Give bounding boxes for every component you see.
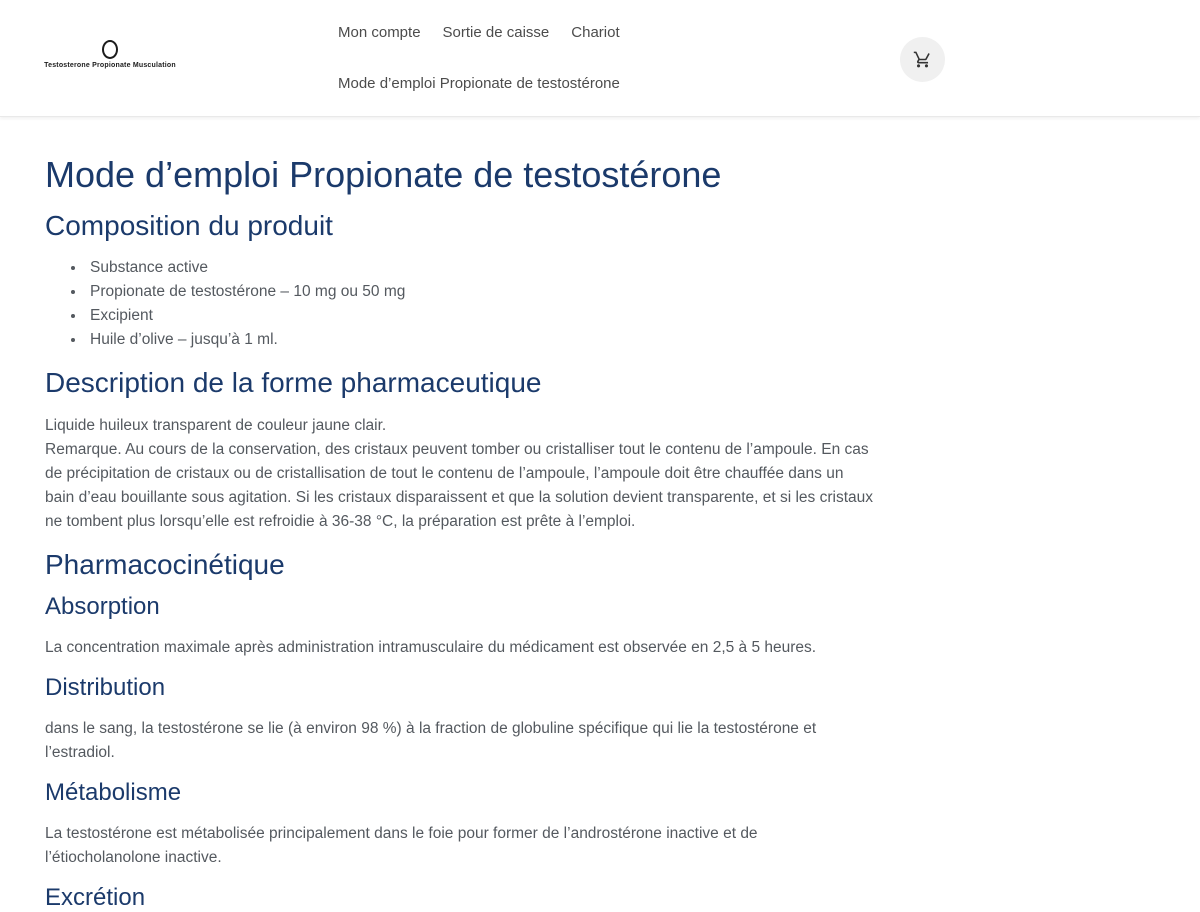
- nav-item-mon-compte[interactable]: Mon compte: [338, 24, 421, 41]
- metabolism-heading: Métabolisme: [45, 779, 182, 807]
- absorption-paragraph: La concentration maximale après administration intramusculaire du médicament est observée en 2,5 à 5 heures.: [45, 639, 817, 657]
- article-content: [0, 117, 877, 912]
- shopping-cart-icon: [913, 50, 932, 69]
- list-item: • Excipient: [86, 304, 877, 328]
- metabolism-paragraph: La testostérone est métabolisée principalement dans le foie pour former de l’androstérone inactive et de l’étiocholanolone inactive.: [45, 825, 758, 867]
- absorption-heading: Absorption: [45, 593, 160, 621]
- nav-item-mode-demploi[interactable]: Mode d’emploi Propionate de testostérone: [338, 75, 620, 92]
- nav-item-chariot[interactable]: Chariot: [571, 24, 620, 41]
- composition-heading: Composition du produit: [45, 210, 333, 241]
- distribution-paragraph: dans le sang, la testostérone se lie (à environ 98 %) à la fraction de globuline spécifique qui lie la testostérone et l’estradiol.: [45, 720, 817, 762]
- list-item: • Propionate de testostérone – 10 mg ou 50 mg: [86, 280, 877, 304]
- description-paragraph: [45, 414, 877, 534]
- list-item: • Substance active: [86, 256, 877, 280]
- logo-ring-icon: [102, 40, 118, 59]
- pharmacokinetics-heading: Pharmacocinétique: [45, 548, 285, 580]
- page-title: Mode d’emploi Propionate de testostérone: [45, 154, 722, 195]
- distribution-heading: Distribution: [45, 674, 166, 702]
- logo-brand-text: Testosterone Propionate Musculation: [44, 62, 176, 69]
- main-nav: [338, 0, 898, 94]
- site-logo[interactable]: [44, 40, 176, 69]
- nav-item-sortie-de-caisse[interactable]: Sortie de caisse: [442, 24, 550, 41]
- site-header: [0, 0, 1200, 117]
- description-line1: Liquide huileux transparent de couleur jaune clair.: [45, 416, 387, 434]
- cart-button[interactable]: [900, 37, 945, 82]
- list-item: • Huile d’olive – jusqu’à 1 ml.: [86, 328, 877, 352]
- composition-list: [45, 256, 877, 352]
- excretion-heading: Excrétion: [45, 884, 146, 912]
- description-heading: Description de la forme pharmaceutique: [45, 366, 542, 398]
- description-remark: Remarque. Au cours de la conservation, des cristaux peuvent tomber ou cristalliser tout le contenu de l’ampoule. En cas de précipitation de cristaux ou de cristallisation de tout le contenu de l’ampoule, l’ampoule doit être chauffée dans un bain d’eau bouillante sous agitation. Si les cristaux disparaissent et que la solution devient transparente, et si les cristaux ne tombent plus lorsqu’elle est refroidie à 36-38 °C, la préparation est prête à l’emploi.: [45, 440, 874, 530]
